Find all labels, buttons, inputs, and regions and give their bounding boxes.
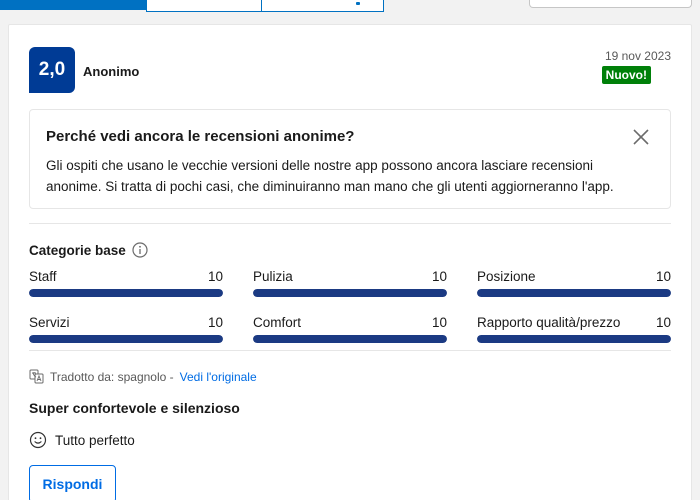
metric-bar (253, 335, 447, 343)
metric-bar-fill (477, 335, 671, 343)
metric-bar (477, 289, 671, 297)
metric-score: 10 (207, 269, 223, 284)
metric-bar-fill (253, 335, 447, 343)
metric-score: 10 (655, 269, 671, 284)
metric-bar (477, 335, 671, 343)
tab-active[interactable] (0, 0, 146, 10)
review-title: Super confortevole e silenzioso (29, 400, 240, 416)
close-icon[interactable] (632, 128, 650, 146)
review-card (8, 24, 692, 500)
translation-prefix: Tradotto da: spagnolo - (50, 369, 174, 384)
metric-value-for-money (477, 315, 671, 343)
metric-posizione (477, 269, 671, 297)
translation-note (29, 369, 257, 384)
metric-bar (29, 335, 223, 343)
new-badge: Nuovo! (602, 66, 651, 84)
reply-button[interactable]: Rispondi (29, 465, 116, 500)
tab-third[interactable] (261, 0, 384, 12)
positive-text: Tutto perfetto (55, 432, 135, 448)
metric-servizi (29, 315, 223, 343)
author-name: Anonimo (83, 64, 140, 79)
categories-heading (29, 242, 148, 258)
metric-bar-fill (29, 289, 223, 297)
smile-icon (29, 431, 47, 449)
info-icon[interactable] (132, 242, 148, 258)
categories-title: Categorie base (29, 242, 126, 258)
metric-bar-fill (29, 335, 223, 343)
metric-comfort (253, 315, 447, 343)
metric-bar (29, 289, 223, 297)
metric-pulizia (253, 269, 447, 297)
divider (29, 223, 671, 224)
metric-label: Staff (29, 269, 57, 284)
metric-bar-fill (253, 289, 447, 297)
metric-label: Posizione (477, 269, 536, 284)
metric-label: Comfort (253, 315, 302, 330)
score-badge: 2,0 (29, 47, 75, 93)
positive-comment (29, 431, 135, 449)
metric-label: Rapporto qualità/prezzo (477, 315, 621, 330)
divider (29, 350, 671, 351)
tab-fragment (356, 2, 360, 5)
metric-label: Pulizia (253, 269, 293, 284)
metric-bar-fill (477, 289, 671, 297)
metric-score: 10 (431, 269, 447, 284)
metric-label: Servizi (29, 315, 70, 330)
top-tabs (0, 0, 700, 12)
notice-text: Gli ospiti che usano le vecchie versioni delle nostre app possono ancora lasciare recensioni anonime. Si tratta di pochi casi, che diminuiranno man mano che gli utenti aggiorneranno l'app. (46, 158, 614, 194)
anonymous-notice (29, 109, 671, 209)
review-date: 19 nov 2023 (604, 49, 671, 63)
metric-score: 10 (207, 315, 223, 330)
metric-score: 10 (431, 315, 447, 330)
notice-title: Perché vedi ancora le recensioni anonime? (46, 128, 355, 145)
see-original-link[interactable]: Vedi l'originale (179, 369, 257, 384)
translate-icon (29, 369, 44, 384)
metric-bar (253, 289, 447, 297)
sort-select[interactable] (529, 0, 692, 8)
metric-score: 10 (655, 315, 671, 330)
metric-staff (29, 269, 223, 297)
tab-second[interactable] (146, 0, 262, 12)
